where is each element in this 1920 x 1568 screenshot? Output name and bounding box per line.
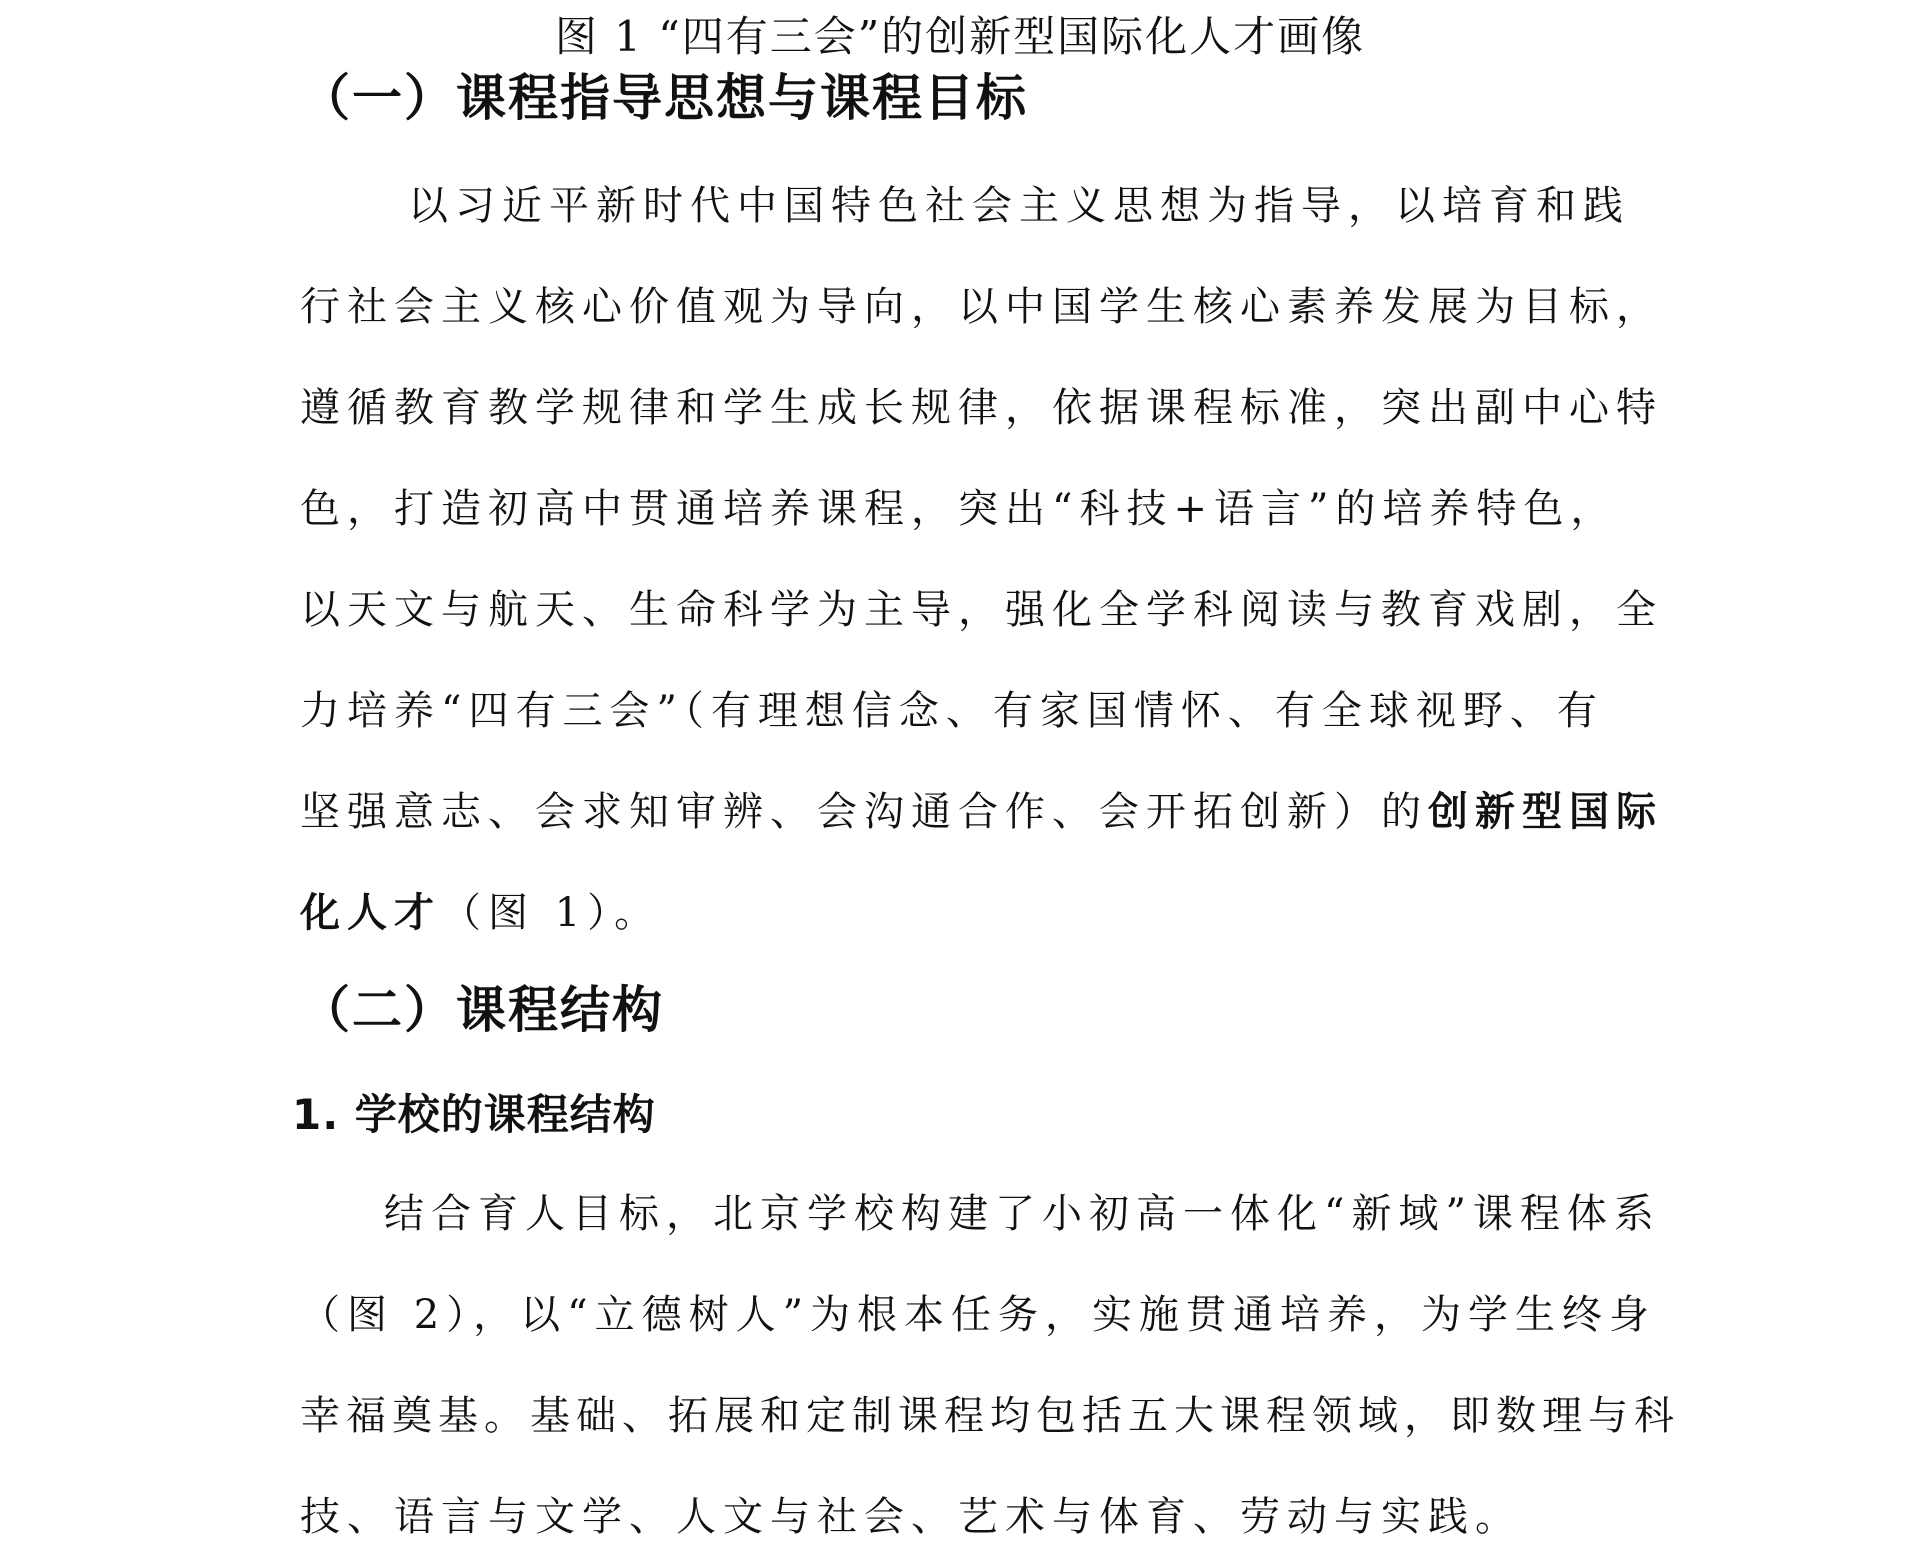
emphasis-text: 创新型国际 [1428,789,1663,835]
paragraph-line: 技、语言与文学、人文与社会、艺术与体育、劳动与实践。 [300,1494,1522,1540]
paragraph-line [300,762,1663,863]
paragraph-line: 结合育人目标，北京学校构建了小初高一体化“新域”课程体系 [384,1191,1661,1237]
paragraph-text: 坚强意志、会求知审辨、会沟通合作、会开拓创新）的 [300,789,1428,835]
paragraph-line: 以习近平新时代中国特色社会主义思想为指导，以培育和践 [408,183,1630,229]
paragraph-text: （图 1）。 [441,890,662,936]
emphasis-text: 化人才 [300,890,441,936]
paragraph-curriculum-guidance [300,156,1663,964]
subheading-school-curriculum-structure: 1. 学校的课程结构 [292,1090,656,1139]
paragraph-line: 幸福奠基。基础、拓展和定制课程均包括五大课程领域，即数理与科 [300,1393,1680,1439]
paragraph-line: 以天文与航天、生命科学为主导，强化全学科阅读与教育戏剧，全 [300,587,1663,633]
section-heading-curriculum-guidance: （一）课程指导思想与课程目标 [300,69,1028,127]
figure-caption: 图 1 “四有三会”的创新型国际化人才画像 [554,12,1366,61]
paragraph-line: 行社会主义核心价值观为导向，以中国学生核心素养发展为目标， [300,284,1663,330]
paragraph-line: 遵循教育教学规律和学生成长规律，依据课程标准，突出副中心特 [300,385,1663,431]
section-heading-curriculum-structure: （二）课程结构 [300,981,664,1039]
paragraph-line: （图 2），以“立德树人”为根本任务，实施贯通培养，为学生终身 [300,1292,1657,1338]
paragraph-line: 力培养“四有三会”（有理想信念、有家国情怀、有全球视野、有 [300,688,1604,734]
paragraph-line: 色，打造初高中贯通培养课程，突出“科技+语言”的培养特色， [300,486,1618,532]
paragraph-curriculum-structure [300,1164,1680,1568]
paragraph-line [300,863,1620,964]
